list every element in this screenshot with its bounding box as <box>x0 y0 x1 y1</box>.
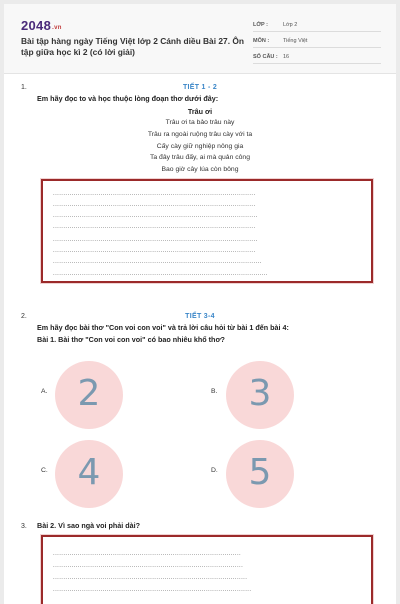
meta-value: Lớp 2 <box>283 22 298 28</box>
section-title: TIẾT 1 - 2 <box>182 84 218 91</box>
question-prompt: Bài 2. Vì sao ngà voi phải dài? <box>37 521 141 530</box>
meta-row-subject <box>253 32 381 48</box>
worksheet-header <box>4 4 396 74</box>
answer-line: ................................................................................................... <box>53 237 258 243</box>
poem-line: Bao giờ cây lúa còn bông <box>161 166 239 174</box>
meta-table <box>253 16 381 64</box>
section-title: TIẾT 3-4 <box>185 313 215 320</box>
question-prompt: Em hãy đọc to và học thuộc lòng đoạn thơ dưới đây: <box>37 94 219 103</box>
poem-line: Ta đây trâu đấy, ai mà quản công <box>149 154 250 162</box>
answer-line: ................................................................................................... <box>53 213 258 219</box>
answer-line: ..................................................................................................... <box>53 259 262 265</box>
question-prompt: Em hãy đọc bài thơ "Con voi con voi" và trả lời câu hỏi từ bài 1 đến bài 4: <box>37 323 289 332</box>
poem-line: Trâu ơi ta bảo trâu này <box>165 119 235 126</box>
document-title: Bài tập hàng ngày Tiếng Việt lớp 2 Cánh diều Bài 27. Ôn tập giữa học kì 2 (có lời giải) <box>21 36 244 57</box>
worksheet-page <box>4 4 396 604</box>
question-prompt: Bài 1. Bài thơ "Con voi con voi" có bao nhiêu khổ thơ? <box>37 335 225 344</box>
answer-line: .................................................................................................. <box>53 202 256 208</box>
answer-line: .................................................................................................. <box>53 248 256 254</box>
site-logo[interactable]: 2048.vn <box>21 18 62 33</box>
option-b-bubble[interactable]: 3 <box>226 361 294 429</box>
option-c-bubble[interactable]: 4 <box>55 440 123 508</box>
meta-value: 16 <box>283 54 290 60</box>
option-a-bubble[interactable]: 2 <box>55 361 123 429</box>
poem <box>4 106 396 176</box>
option-label-a: A. <box>41 388 48 395</box>
option-d-bubble[interactable]: 5 <box>226 440 294 508</box>
option-label-d: D. <box>211 467 218 474</box>
meta-value: Tiếng Việt <box>283 38 308 44</box>
question-number: 3. <box>21 523 27 530</box>
meta-key: MÔN : <box>253 38 270 44</box>
poem-line: Trâu ra ngoài ruộng trâu cày với ta <box>147 130 253 138</box>
meta-key: LỚP : <box>253 22 268 28</box>
meta-key: SỐ CÂU : <box>253 54 278 60</box>
meta-row-count <box>253 48 381 64</box>
poem-title: Trâu ơi <box>187 107 213 116</box>
answer-line: .............................................................................................. <box>53 575 248 581</box>
meta-row-class <box>253 16 381 32</box>
answer-line: .................................................................................................. <box>53 224 256 230</box>
question-number: 2. <box>21 313 27 320</box>
answer-box[interactable] <box>41 179 373 283</box>
answer-box[interactable] <box>41 535 373 604</box>
answer-line: ........................................................................................................ <box>53 271 268 277</box>
poem-line: Cấy cày giữ nghiệp nông gia <box>156 142 244 150</box>
option-label-b: B. <box>211 388 218 395</box>
question-number: 1. <box>21 84 27 91</box>
answer-line: ................................................................................................ <box>53 587 252 593</box>
answer-line: ............................................................................................ <box>53 563 244 569</box>
answer-line: ........................................................................................... <box>53 551 242 557</box>
answer-line: .................................................................................................. <box>53 191 256 197</box>
option-label-c: C. <box>41 467 48 474</box>
